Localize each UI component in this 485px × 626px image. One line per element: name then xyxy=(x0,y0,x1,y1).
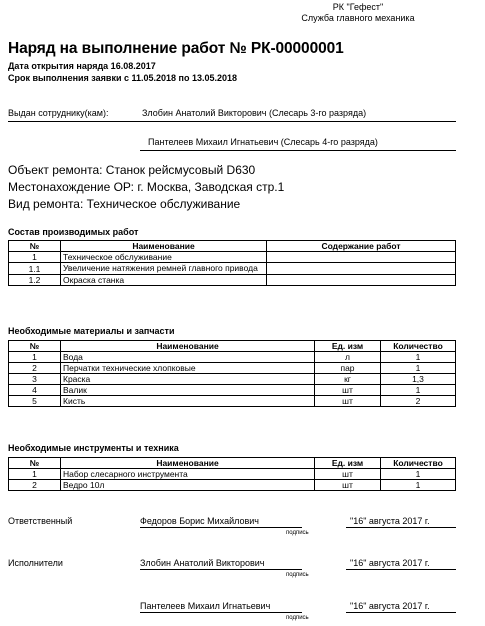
document-title: Наряд на выполнение работ № РК-00000001 xyxy=(8,40,344,57)
row-number: 1.1 xyxy=(9,263,61,275)
row-unit: пар xyxy=(315,363,381,374)
row-name: Ведро 10л xyxy=(61,480,315,491)
row-unit: шт xyxy=(315,396,381,407)
row-name: Кисть xyxy=(61,396,315,407)
row-content xyxy=(267,275,456,286)
signature-caption: подпись xyxy=(286,572,309,578)
repair-location: Местонахождение ОР: г. Москва, Заводская стр.1 xyxy=(8,180,285,194)
row-name: Окраска станка xyxy=(61,275,267,286)
signer-name: Федоров Борис Михайлович xyxy=(140,516,259,526)
responsible-label: Ответственный xyxy=(8,516,73,526)
issued-worker-1: Злобин Анатолий Викторович (Слесарь 3-го разряда) xyxy=(142,108,367,118)
signer-name: Злобин Анатолий Викторович xyxy=(140,558,265,568)
row-quantity: 1 xyxy=(381,352,456,363)
row-quantity: 2 xyxy=(381,396,456,407)
col-name: Наименование xyxy=(61,458,315,469)
row-name: Увеличение натяжения ремней главного привода xyxy=(61,263,267,275)
table-row xyxy=(9,252,456,263)
row-quantity: 1 xyxy=(381,469,456,480)
table-row xyxy=(9,385,456,396)
table-row xyxy=(9,363,456,374)
table-row xyxy=(9,469,456,480)
issued-worker-2: Пантелеев Михаил Игнатьевич (Слесарь 4-го разряда) xyxy=(148,137,378,147)
works-header-row xyxy=(9,241,456,252)
row-number: 2 xyxy=(9,363,61,374)
row-name: Краска xyxy=(61,374,315,385)
table-row xyxy=(9,352,456,363)
repair-type: Вид ремонта: Техническое обслуживание xyxy=(8,197,241,211)
signature-caption: подпись xyxy=(286,530,309,536)
table-row xyxy=(9,275,456,286)
col-number: № xyxy=(9,341,61,352)
deadline: Срок выполнения заявки с 11.05.2018 по 13.05.2018 xyxy=(8,73,238,83)
row-quantity: 1,3 xyxy=(381,374,456,385)
col-name: Наименование xyxy=(61,341,315,352)
row-content xyxy=(267,252,456,263)
date-line xyxy=(346,527,456,528)
row-number: 1.2 xyxy=(9,275,61,286)
executors-label: Исполнители xyxy=(8,558,63,568)
col-number: № xyxy=(9,241,61,252)
open-date: Дата открытия наряда 16.08.2017 xyxy=(8,61,156,71)
signature-line xyxy=(140,527,302,528)
col-name: Наименование xyxy=(61,241,267,252)
row-name: Набор слесарного инструмента xyxy=(61,469,315,480)
materials-table xyxy=(8,340,456,407)
row-unit: л xyxy=(315,352,381,363)
issued-line-1 xyxy=(8,121,456,122)
date-line xyxy=(346,569,456,570)
row-number: 1 xyxy=(9,352,61,363)
col-quantity: Количество xyxy=(381,341,456,352)
department-name: Служба главного механика xyxy=(301,13,415,23)
col-unit: Ед. изм xyxy=(315,341,381,352)
table-row xyxy=(9,396,456,407)
row-quantity: 1 xyxy=(381,480,456,491)
row-unit: кг xyxy=(315,374,381,385)
col-quantity: Количество xyxy=(381,458,456,469)
col-content: Содержание работ xyxy=(267,241,456,252)
row-quantity: 1 xyxy=(381,363,456,374)
works-table xyxy=(8,240,456,286)
table-row xyxy=(9,374,456,385)
row-name: Техническое обслуживание xyxy=(61,252,267,263)
row-content xyxy=(267,263,456,275)
row-unit: шт xyxy=(315,469,381,480)
org-header xyxy=(293,2,423,24)
tools-section-title: Необходимые инструменты и техника xyxy=(8,443,179,453)
repair-object: Объект ремонта: Станок рейсмусовый D630 xyxy=(8,163,256,177)
row-name: Валик xyxy=(61,385,315,396)
signer-name: Пантелеев Михаил Игнатьевич xyxy=(140,601,271,611)
sign-date: "16" августа 2017 г. xyxy=(350,558,430,568)
tools-table xyxy=(8,457,456,491)
signature-line xyxy=(140,569,302,570)
col-unit: Ед. изм xyxy=(315,458,381,469)
col-number: № xyxy=(9,458,61,469)
materials-section-title: Необходимые материалы и запчасти xyxy=(8,326,175,336)
materials-header-row xyxy=(9,341,456,352)
works-section-title: Состав производимых работ xyxy=(8,227,139,237)
table-row xyxy=(9,263,456,275)
company-name: РК "Гефест" xyxy=(332,2,384,12)
sign-date: "16" августа 2017 г. xyxy=(350,601,430,611)
issued-label: Выдан сотруднику(кам): xyxy=(8,108,109,118)
row-unit: шт xyxy=(315,480,381,491)
row-number: 1 xyxy=(9,252,61,263)
row-number: 4 xyxy=(9,385,61,396)
row-unit: шт xyxy=(315,385,381,396)
issued-line-2 xyxy=(140,150,456,151)
signature-line xyxy=(140,612,302,613)
table-row xyxy=(9,480,456,491)
tools-header-row xyxy=(9,458,456,469)
row-name: Перчатки технические хлопковые xyxy=(61,363,315,374)
row-number: 1 xyxy=(9,469,61,480)
sign-date: "16" августа 2017 г. xyxy=(350,516,430,526)
row-quantity: 1 xyxy=(381,385,456,396)
row-name: Вода xyxy=(61,352,315,363)
row-number: 3 xyxy=(9,374,61,385)
row-number: 2 xyxy=(9,480,61,491)
row-number: 5 xyxy=(9,396,61,407)
date-line xyxy=(346,612,456,613)
signature-caption: подпись xyxy=(286,615,309,621)
